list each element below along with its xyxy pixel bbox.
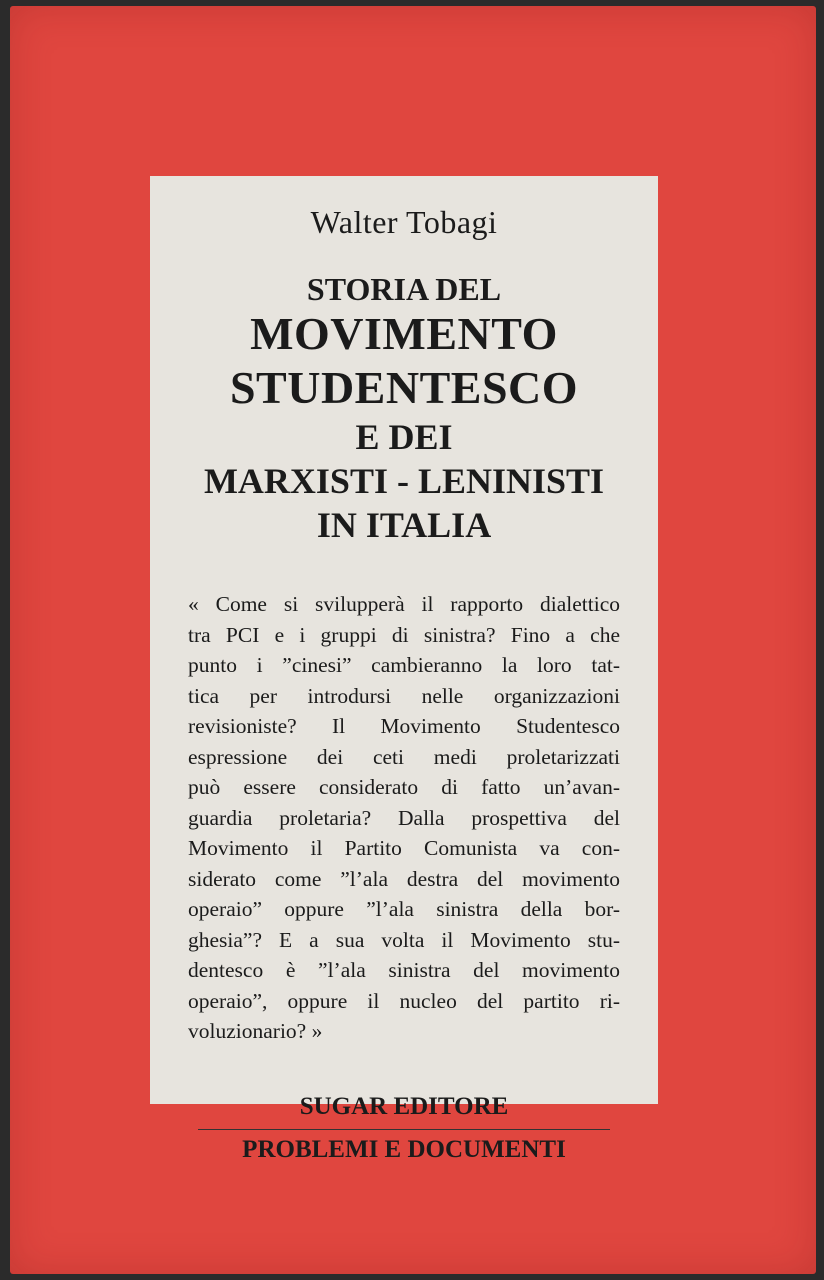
blurb-quote — [188, 589, 620, 1047]
quote-line: guardia proletaria? Dalla prospettiva del — [188, 805, 620, 830]
quote-line: voluzionario? » — [188, 1019, 323, 1043]
title-line-3: STUDENTESCO — [229, 362, 579, 413]
quote-line: tica per introdursi nelle organizzazioni — [188, 683, 620, 708]
title-line-2: MOVIMENTO — [250, 308, 558, 359]
quote-line: può essere considerato di fatto un’avan- — [188, 775, 620, 799]
cover-label — [150, 176, 658, 1163]
quote-line: operaio”, oppure il nucleo del partito ri- — [188, 988, 620, 1013]
publisher-name: SUGAR EDITORE — [299, 1092, 509, 1120]
quote-line: Movimento il Partito Comunista va con- — [188, 836, 620, 860]
quote-line: espressione dei ceti medi proletarizzati — [188, 744, 620, 769]
series-name: PROBLEMI E DOCUMENTI — [242, 1135, 566, 1163]
author-name: Walter Tobagi — [310, 204, 498, 240]
divider-rule — [198, 1129, 610, 1130]
title-line-1: STORIA DEL — [306, 271, 502, 307]
quote-line: ghesia”? E a sua volta il Movimento stu- — [188, 927, 620, 952]
quote-line: « Come si svilupperà il rapporto dialettico — [188, 592, 620, 616]
quote-line: tra PCI e i gruppi di sinistra? Fino a che — [188, 622, 620, 647]
quote-line: operaio” oppure ”l’ala sinistra della bor- — [188, 897, 620, 921]
quote-line: siderato come ”l’ala destra del movimento — [188, 866, 620, 891]
title-line-6: IN ITALIA — [316, 505, 492, 545]
quote-line: dentesco è ”l’ala sinistra del movimento — [188, 958, 620, 982]
title-line-5: MARXISTI - LENINISTI — [203, 461, 605, 501]
title-line-4: E DEI — [355, 417, 453, 457]
quote-line: punto i ”cinesi” cambieranno la loro tat- — [188, 653, 620, 677]
quote-line: revisioniste? Il Movimento Studentesco — [188, 714, 620, 738]
